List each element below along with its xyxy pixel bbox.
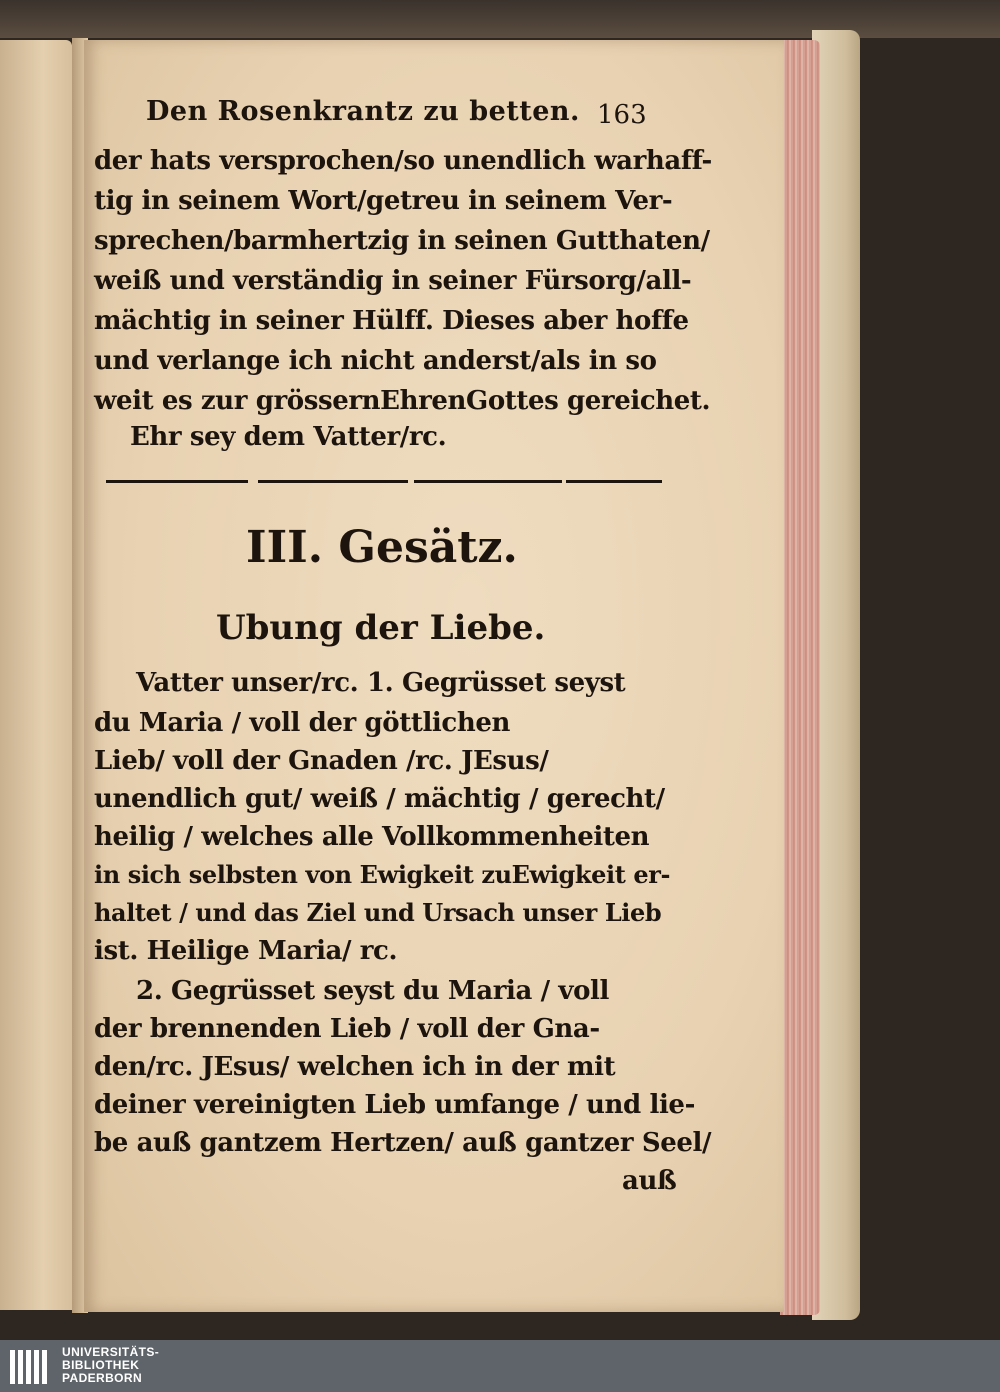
text-line: der brennenden Lieb / voll der Gna- xyxy=(94,1014,600,1044)
text-line: in sich selbsten von Ewigkeit zuEwigkeit er- xyxy=(94,860,671,889)
left-page-edge xyxy=(0,40,72,1310)
text-line: Ehr sey dem Vatter/rc. xyxy=(130,422,447,452)
text-line: der hats versprochen/so unendlich warhaff- xyxy=(94,146,712,176)
text-line: 2. Gegrüsset seyst du Maria / voll xyxy=(136,976,609,1006)
divider-rule xyxy=(414,480,562,483)
divider-rule xyxy=(106,480,248,483)
text-line: weiß und verständig in seiner Fürsorg/all- xyxy=(94,266,692,296)
library-logo-icon xyxy=(8,1346,50,1388)
section-subtitle: Ubung der Liebe. xyxy=(216,608,546,648)
library-name-line: UNIVERSITÄTS- xyxy=(62,1345,160,1359)
text-line: unendlich gut/ weiß / mächtig / gerecht/ xyxy=(94,784,665,814)
catchword: auß xyxy=(622,1166,677,1196)
text-line: und verlange ich nicht anderst/als in so xyxy=(94,346,657,376)
divider-rule xyxy=(258,480,408,483)
text-line: mächtig in seiner Hülff. Dieses aber hoffe xyxy=(94,306,689,336)
text-line: Lieb/ voll der Gnaden /rc. JEsus/ xyxy=(94,746,549,776)
text-line: deiner vereinigten Lieb umfange / und lie- xyxy=(94,1090,695,1120)
page-number: 163 xyxy=(597,100,647,130)
library-footer xyxy=(0,1340,1000,1392)
text-line: sprechen/barmhertzig in seinen Gutthaten/ xyxy=(94,226,710,256)
text-line: heilig / welches alle Vollkommenheiten xyxy=(94,822,650,852)
library-name-line: BIBLIOTHEK xyxy=(62,1358,140,1372)
text-line: be auß gantzem Hertzen/ auß gantzer Seel/ xyxy=(94,1128,712,1158)
library-name-line: PADERBORN xyxy=(62,1371,143,1385)
text-line: haltet / und das Ziel und Ursach unser Lieb xyxy=(94,898,662,927)
divider-rule xyxy=(566,480,662,483)
text-line: den/rc. JEsus/ welchen ich in der mit xyxy=(94,1052,616,1082)
text-line: weit es zur grössernEhrenGottes gereichet. xyxy=(94,386,711,416)
running-head: Den Rosenkrantz zu betten. xyxy=(146,96,580,127)
library-name xyxy=(62,1346,159,1385)
page-edges xyxy=(780,40,820,1315)
text-line: ist. Heilige Maria/ rc. xyxy=(94,936,398,966)
text-line: Vatter unser/rc. 1. Gegrüsset seyst xyxy=(136,668,626,698)
text-line: du Maria / voll der göttlichen xyxy=(94,708,510,738)
text-line: tig in seinem Wort/getreu in seinem Ver- xyxy=(94,186,673,216)
section-title: III. Gesätz. xyxy=(246,522,518,573)
